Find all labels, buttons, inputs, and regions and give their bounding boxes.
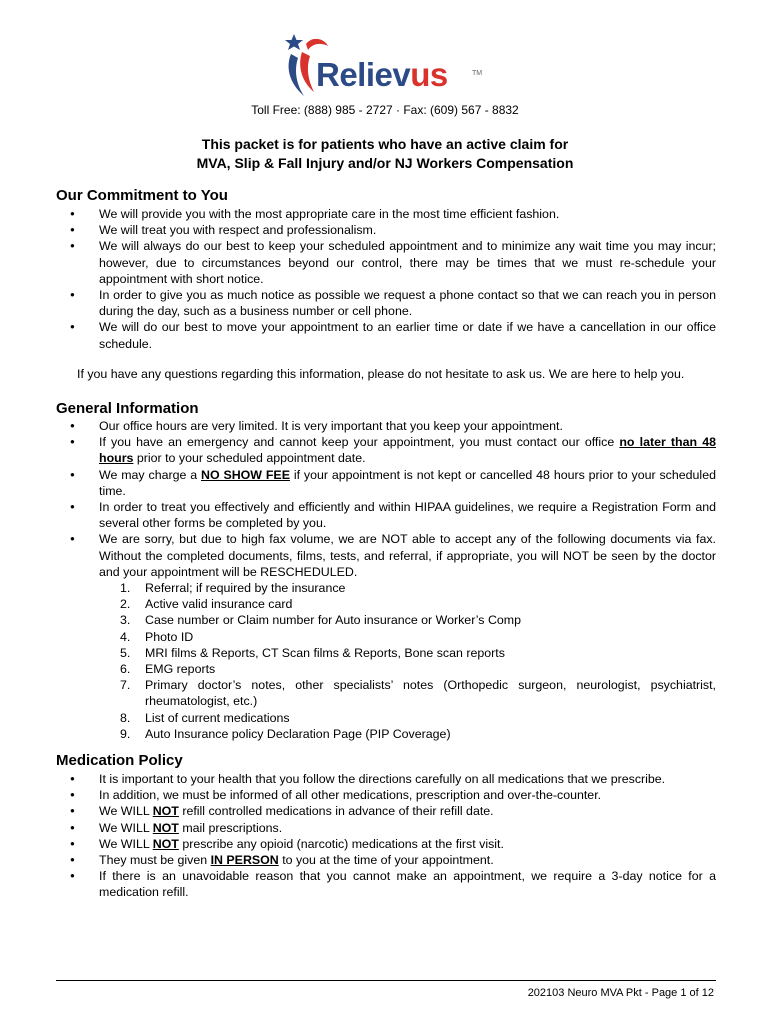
list-item: ● We will always do our best to keep your scheduled appointment and to minimize any wait time you may incur; however, due to circumstances beyond our control, there may be times that we must re-schedule your appointment with short notice. — [56, 238, 716, 287]
list-item — [56, 434, 716, 466]
emphasis-text: IN PERSON — [210, 853, 279, 868]
emphasis-text: NOT — [152, 836, 179, 851]
logo-wordmark — [316, 58, 448, 91]
text-segment: to you at the time of your appointment. — [278, 853, 494, 868]
page-footer: 202103 Neuro MVA Pkt - Page 1 of 12 — [527, 987, 714, 999]
commitment-list — [56, 206, 716, 352]
list-item: ● In order to treat you effectively and efficiently and within HIPAA guidelines, we require a Registration Form and several other forms be completed by you. — [56, 499, 716, 531]
item-number: 3. — [120, 613, 131, 628]
list-item: ● We will provide you with the most appropriate care in the most time efficient fashion. — [56, 206, 716, 222]
item-text: Case number or Claim number for Auto insurance or Worker’s Comp — [145, 613, 522, 628]
list-item — [56, 531, 716, 742]
logo-trademark: TM — [472, 70, 483, 77]
packet-title-line-2: MVA, Slip & Fall Injury and/or NJ Workers Compensation — [196, 155, 574, 171]
emphasis-text: NOT — [152, 820, 179, 835]
text-segment: If you have an emergency and cannot keep your appointment, you must contact our office — [99, 435, 620, 450]
item-text: MRI films & Reports, CT Scan films & Reports, Bone scan reports — [145, 645, 505, 660]
emphasis-text: no later than 48 hours — [99, 435, 717, 466]
list-item — [56, 852, 716, 868]
text-segment: They must be given — [99, 853, 211, 868]
list-item: ● If there is an unavoidable reason that you cannot make an appointment, we require a 3-day notice for a medication refill. — [56, 868, 716, 900]
item-number: 7. — [120, 678, 131, 693]
list-item: ● It is important to your health that you follow the directions carefully on all medications that we prescribe. — [56, 771, 716, 787]
required-documents-list — [99, 580, 716, 742]
document-item — [99, 710, 716, 726]
fax-notice: We are sorry, but due to high fax volume, we are NOT able to accept any of the following documents via fax. Without the completed documents, films, tests, and referral, if appropriate, you will NOT be seen by the doctor and your appointment will be RESCHEDULED. — [99, 532, 716, 579]
text-segment: refill controlled medications in advance of their refill date. — [178, 804, 494, 819]
item-text: EMG reports — [145, 662, 216, 677]
packet-title — [0, 135, 770, 173]
document-item — [99, 677, 716, 709]
document-item — [99, 645, 716, 661]
general-heading: General Information — [56, 400, 199, 417]
document-item — [99, 612, 716, 628]
list-item: ● We will do our best to move your appointment to an earlier time or date if we have a cancellation in our office schedule. — [56, 319, 716, 351]
general-list — [56, 418, 716, 742]
text-segment: prescribe any opioid (narcotic) medications at the first visit. — [178, 836, 504, 851]
item-number: 9. — [120, 726, 131, 741]
document-item — [99, 661, 716, 677]
text-segment: We may charge a — [99, 467, 201, 482]
list-item: ● We will treat you with respect and professionalism. — [56, 222, 716, 238]
item-number: 1. — [120, 581, 131, 596]
commitment-heading: Our Commitment to You — [56, 187, 228, 204]
document-item — [99, 596, 716, 612]
medication-list — [56, 771, 716, 901]
document-item — [99, 629, 716, 645]
text-segment: if your appointment is not kept or cancelled 48 hours prior to your scheduled time. — [99, 467, 716, 498]
logo-wordmark-blue: Reliev — [316, 56, 411, 93]
item-text: Primary doctor’s notes, other specialists’ notes (Orthopedic surgeon, neurologist, psychiatrist, rheumatologist, etc.) — [145, 678, 716, 709]
item-text: Referral; if required by the insurance — [145, 581, 346, 596]
relievus-logo — [282, 30, 502, 100]
item-text: Auto Insurance policy Declaration Page (PIP Coverage) — [145, 726, 451, 741]
questions-note: If you have any questions regarding this information, please do not hesitate to ask us. We are here to help you. — [77, 367, 685, 381]
list-item: ● In order to give you as much notice as possible we request a phone contact so that we can reach you in person during the day, such as a business number or cell phone. — [56, 287, 716, 319]
emphasis-text: NOT — [152, 804, 179, 819]
text-segment: We WILL — [99, 820, 153, 835]
text-segment: We WILL — [99, 804, 153, 819]
item-number: 8. — [120, 710, 131, 725]
item-number: 5. — [120, 645, 131, 660]
medication-heading: Medication Policy — [56, 752, 183, 769]
item-number: 6. — [120, 662, 131, 677]
document-item — [99, 580, 716, 596]
logo-wordmark-red: us — [410, 56, 448, 93]
list-item — [56, 820, 716, 836]
list-item: ● In addition, we must be informed of all other medications, prescription and over-the-counter. — [56, 787, 716, 803]
item-number: 4. — [120, 629, 131, 644]
footer-divider — [56, 980, 716, 981]
emphasis-text: NO SHOW FEE — [201, 467, 290, 482]
text-segment: We WILL — [99, 836, 153, 851]
item-text: Photo ID — [145, 629, 194, 644]
item-text: List of current medications — [145, 710, 290, 725]
item-text: Active valid insurance card — [145, 597, 293, 612]
list-item — [56, 836, 716, 852]
list-item — [56, 467, 716, 499]
text-segment: mail prescriptions. — [178, 820, 283, 835]
item-number: 2. — [120, 597, 131, 612]
contact-info: Toll Free: (888) 985 - 2727 · Fax: (609) 567 - 8832 — [251, 103, 519, 117]
packet-title-line-1: This packet is for patients who have an active claim for — [201, 136, 569, 152]
text-segment: prior to your scheduled appointment date. — [133, 451, 366, 466]
document-item — [99, 726, 716, 742]
list-item: ● Our office hours are very limited. It is very important that you keep your appointment. — [56, 418, 716, 434]
list-item — [56, 803, 716, 819]
